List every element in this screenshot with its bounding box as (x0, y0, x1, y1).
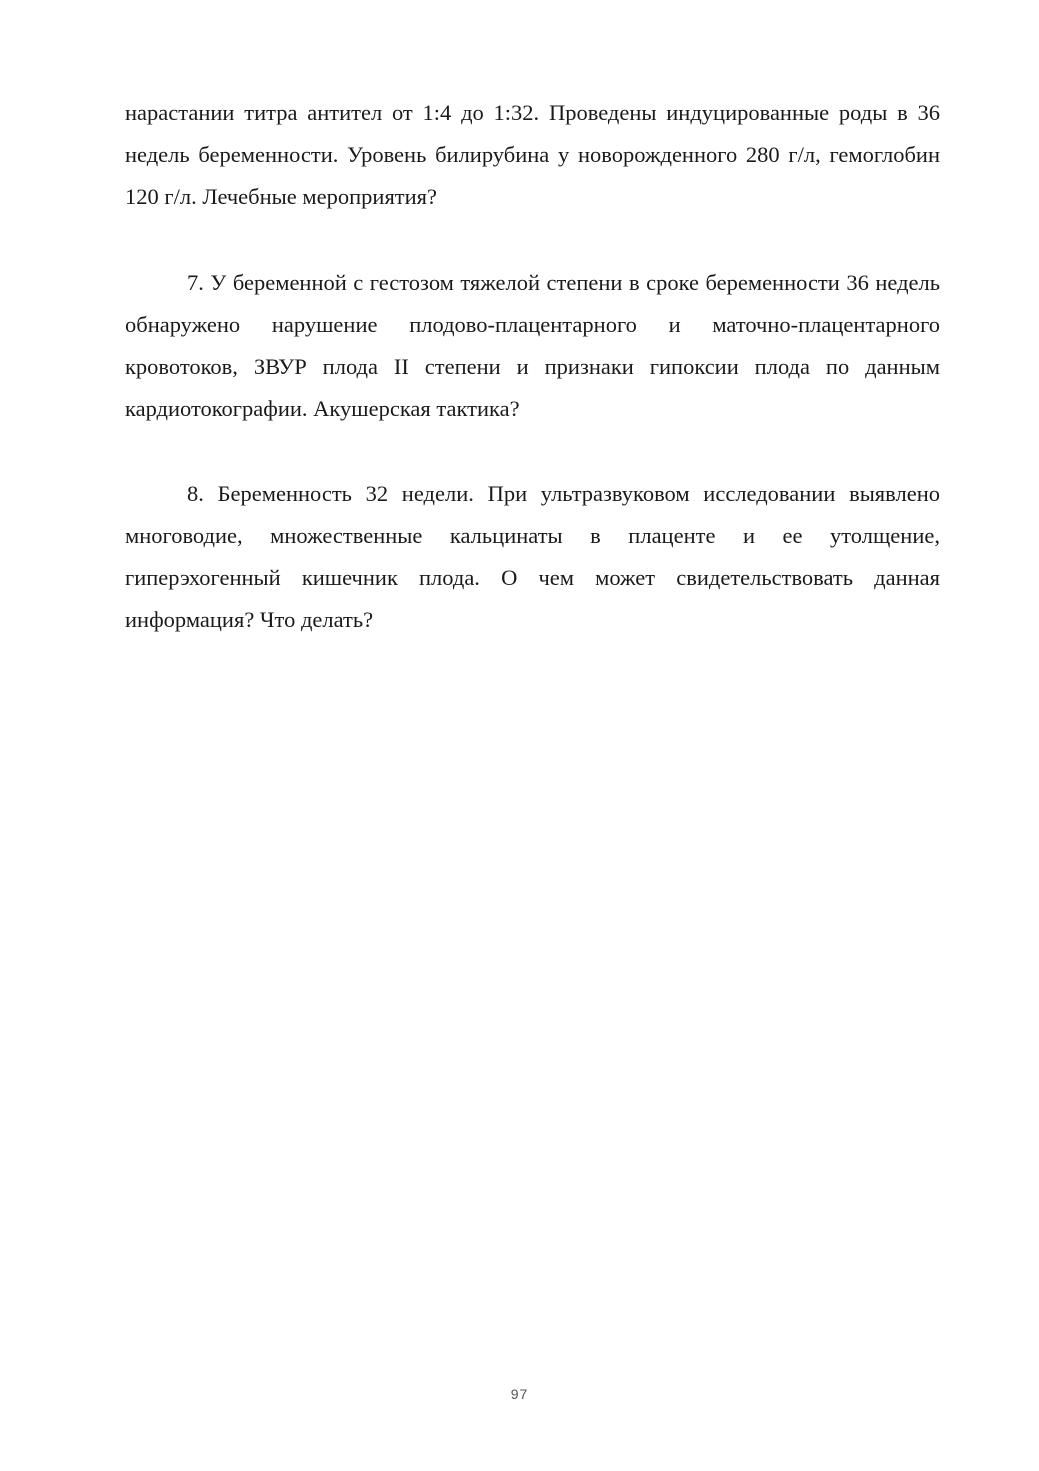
page-number: 97 (510, 1386, 529, 1402)
question-7-paragraph: 7. У беременной с гестозом тяжелой степени в сроке беременности 36 недель обнаружено нарушение плодово-плацентарного и маточно-плацентарного кровотоков, ЗВУР плода II степени и признаки гипоксии плода по данным кардиотокографии. Акушерская тактика? (125, 270, 940, 421)
question-8-paragraph: 8. Беременность 32 недели. При ультразвуковом исследовании выявлено многоводие, множественные кальцинаты в плаценте и ее утолщение, гиперэхогенный кишечник плода. О чем может свидетельствовать данная информация? Что делать? (125, 481, 940, 632)
continuation-paragraph: нарастании титра антител от 1:4 до 1:32. Проведены индуцированные роды в 36 недель беременности. Уровень билирубина у новорожденного 280 г/л, гемоглобин 120 г/л. Лечебные мероприятия? (125, 100, 940, 209)
